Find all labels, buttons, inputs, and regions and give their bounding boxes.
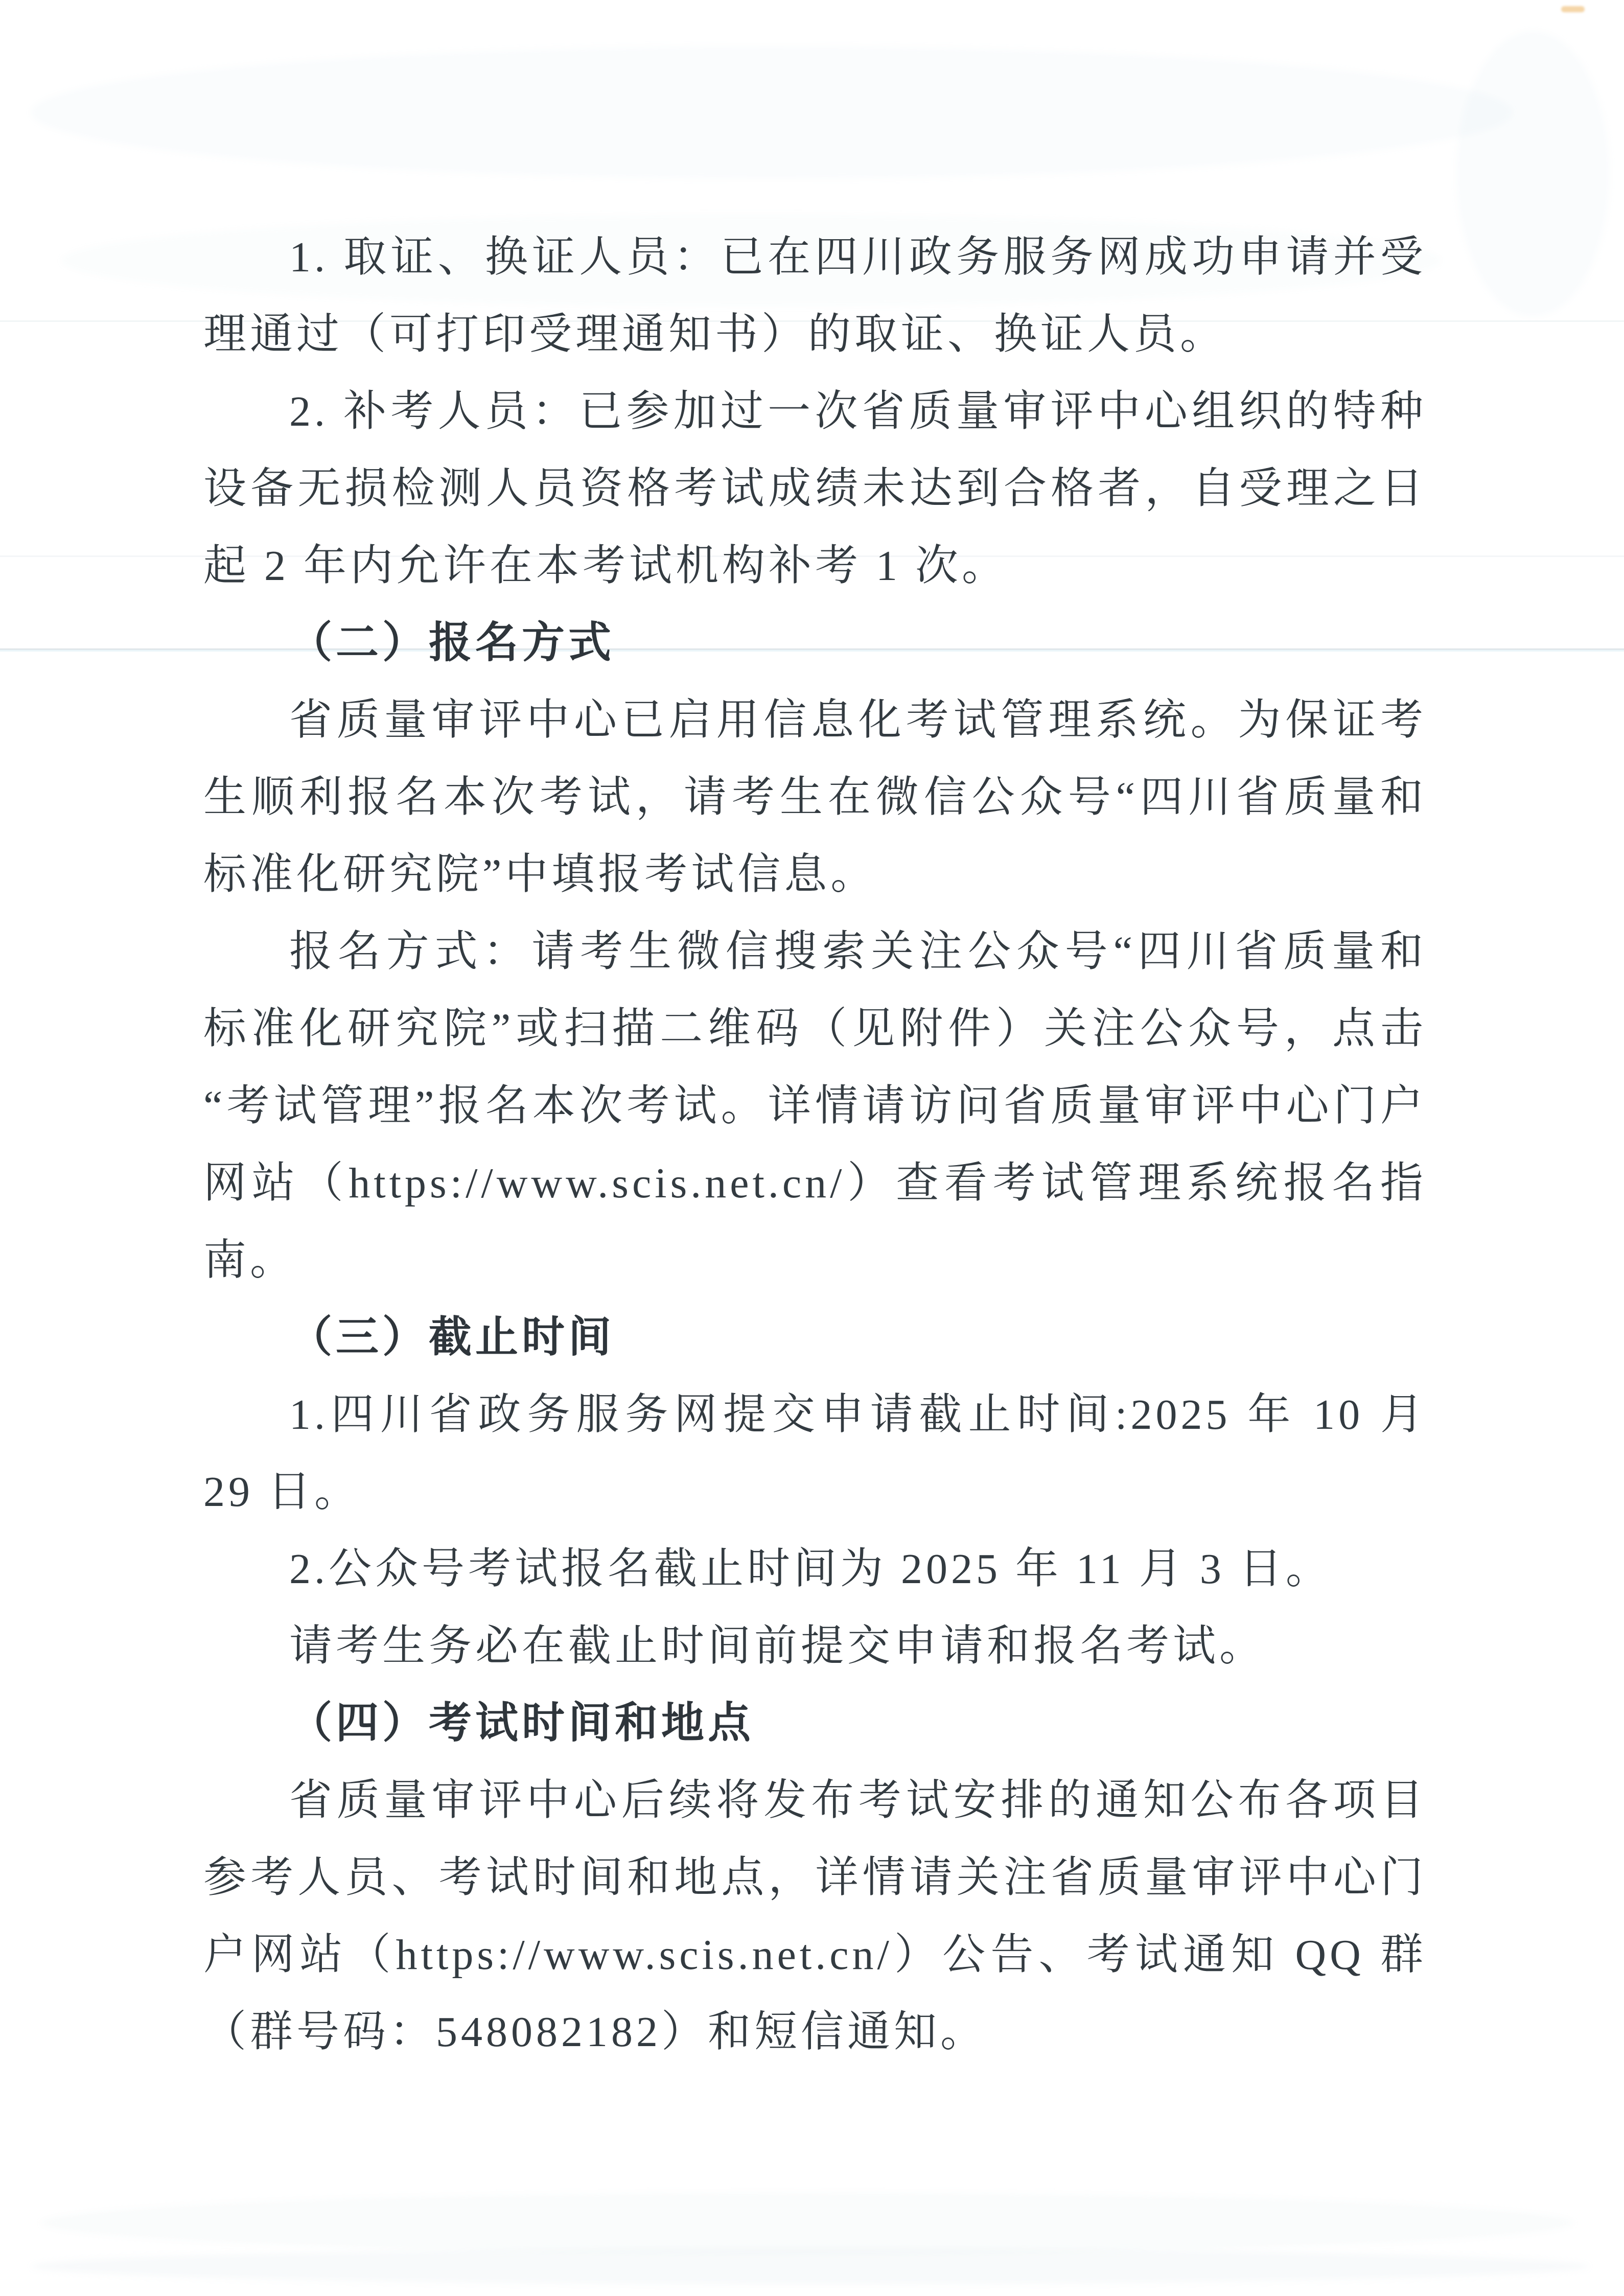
section-heading-registration: （二）报名方式 <box>289 619 615 667</box>
scan-noise-artifact <box>31 46 1513 179</box>
paragraph-eligibility-item-1: 1. 取证、换证人员：已在四川政务服务网成功申请并受理通过（可打印受理通知书）的取证、换证人员。 <box>203 234 1427 358</box>
paragraph-registration-method: 报名方式：请考生微信搜索关注公众号“四川省质量和标准化研究院”或扫描二维码（见附件）关注公众号，点击“考试管理”报名本次考试。详情请访问省质量审评中心门户网站（https://www.scis.net.cn/）查看考试管理系统报名指南。 <box>203 928 1427 1284</box>
paragraph-eligibility-item-2: 2. 补考人员：已参加过一次省质量审评中心组织的特种设备无损检测人员资格考试成绩未达到合格者，自受理之日起 2 年内允许在本考试机构补考 1 次。 <box>203 388 1427 590</box>
paragraph-deadline-reminder: 请考生务必在截止时间前提交申请和报名考试。 <box>289 1622 1266 1670</box>
scan-noise-artifact <box>1456 31 1610 317</box>
section-heading-deadline: （三）截止时间 <box>289 1314 615 1361</box>
paragraph-deadline-item-1: 1.四川省政务服务网提交申请截止时间:2025 年 10 月 29 日。 <box>203 1391 1427 1516</box>
section-heading-exam-time-place: （四）考试时间和地点 <box>289 1700 755 1747</box>
scan-noise-artifact <box>41 2192 1574 2254</box>
paragraph-exam-arrangement: 省质量审评中心后续将发布考试安排的通知公布各项目参考人员、考试时间和地点，详情请关注省质量审评中心门户网站（https://www.scis.net.cn/）公告、考试通知 QQ 群（群号码：548082182）和短信通知。 <box>203 1777 1427 2056</box>
paragraph-deadline-item-2: 2.公众号考试报名截止时间为 2025 年 11 月 3 日。 <box>289 1545 1332 1593</box>
document-body <box>203 219 1427 2071</box>
scan-noise-artifact <box>31 2248 1589 2284</box>
paragraph-registration-system: 省质量审评中心已启用信息化考试管理系统。为保证考生顺利报名本次考试，请考生在微信公众号“四川省质量和标准化研究院”中填报考试信息。 <box>203 697 1427 898</box>
scan-smudge-artifact <box>1561 6 1585 12</box>
